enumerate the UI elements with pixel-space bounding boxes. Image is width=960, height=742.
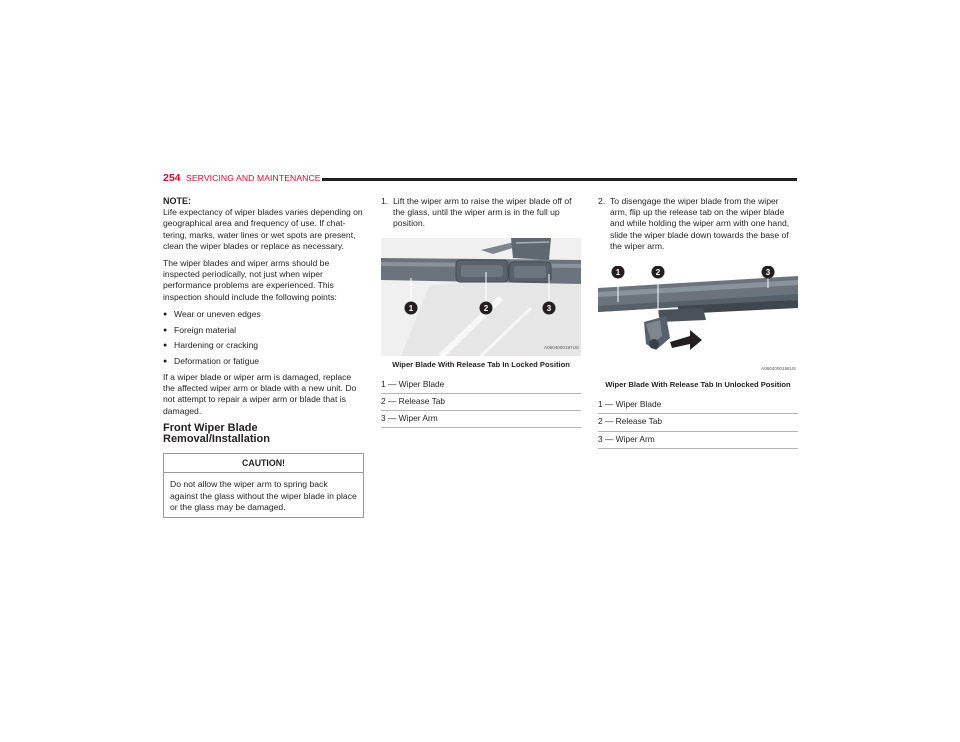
inspection-paragraph: The wiper blades and wiper arms should be inspected periodically, not just when wiper performance problems are experienced. This inspection should include the following points: [163,258,337,302]
list-item: ● Deformation or fatigue [163,356,365,367]
callout-3: 3 [765,268,771,278]
step-number: 2. [598,196,606,206]
legend-row: 3 — Wiper Arm [598,432,798,449]
list-item: ● Foreign material [163,325,365,336]
callout-1: 1 [615,268,621,278]
caution-box [163,453,364,518]
step-1 [381,196,581,230]
section-title: SERVICING AND MAINTENANCE [186,173,321,183]
wiper-unlocked-illustration [598,266,798,376]
callout-3: 3 [546,303,552,313]
caution-title: CAUTION! [164,454,363,473]
section-heading: Front Wiper Blade Removal/Installation [163,421,270,446]
figure-code: A0604000198US [761,365,796,371]
legend-row: 3 — Wiper Arm [381,411,581,428]
caution-text: Do not allow the wiper arm to spring back against the glass without the wiper blade in place or the glass may be damaged. [170,479,357,512]
note-block [163,196,365,252]
page-header [163,172,797,186]
callout-1: 1 [408,303,414,313]
legend-row: 2 — Release Tab [381,394,581,411]
figure-code: A0604000197US [544,345,579,351]
header-rule [322,178,797,181]
figure-caption: Wiper Blade With Release Tab In Locked Position [392,359,570,369]
note-label: NOTE: [163,196,191,206]
figure-unlocked [598,266,798,376]
legend-row: 1 — Wiper Blade [598,399,798,414]
page-number: 254 [163,172,181,184]
figure-caption: Wiper Blade With Release Tab In Unlocked Position [605,380,791,390]
legend [598,399,798,449]
list-item: ● Hardening or cracking [163,340,365,351]
callout-2: 2 [483,303,489,313]
list-item: ● Wear or uneven edges [163,309,365,320]
legend-row: 2 — Release Tab [598,414,798,431]
note-text: Life expectancy of wiper blades varies depending on geographical area and frequency of use. If chat-tering, marks, water lines or wet spots are present, clean the wiper blades or replace as necessary. [163,207,363,251]
column-middle [381,196,581,428]
legend-row: 1 — Wiper Blade [381,379,581,394]
callout-2: 2 [655,268,661,278]
legend [381,379,581,429]
step-text: To disengage the wiper blade from the wiper arm, flip up the release tab on the wiper blade and while holding the wiper arm with one hand, slide the wiper blade down towards the base of the wiper arm. [610,196,790,251]
wiper-locked-illustration [381,238,581,356]
step-number: 1. [381,196,389,206]
step-text: Lift the wiper arm to raise the wiper blade off of the glass, until the wiper arm is in the full up position. [393,196,572,229]
figure-locked [381,238,581,356]
step-2 [598,196,798,252]
column-right [598,196,798,449]
damage-paragraph: If a wiper blade or wiper arm is damaged, replace the affected wiper arm or blade with a new unit. Do not attempt to repair a wiper arm or blade that is damaged. [163,372,357,416]
inspection-list [163,309,365,368]
column-left [163,196,365,518]
